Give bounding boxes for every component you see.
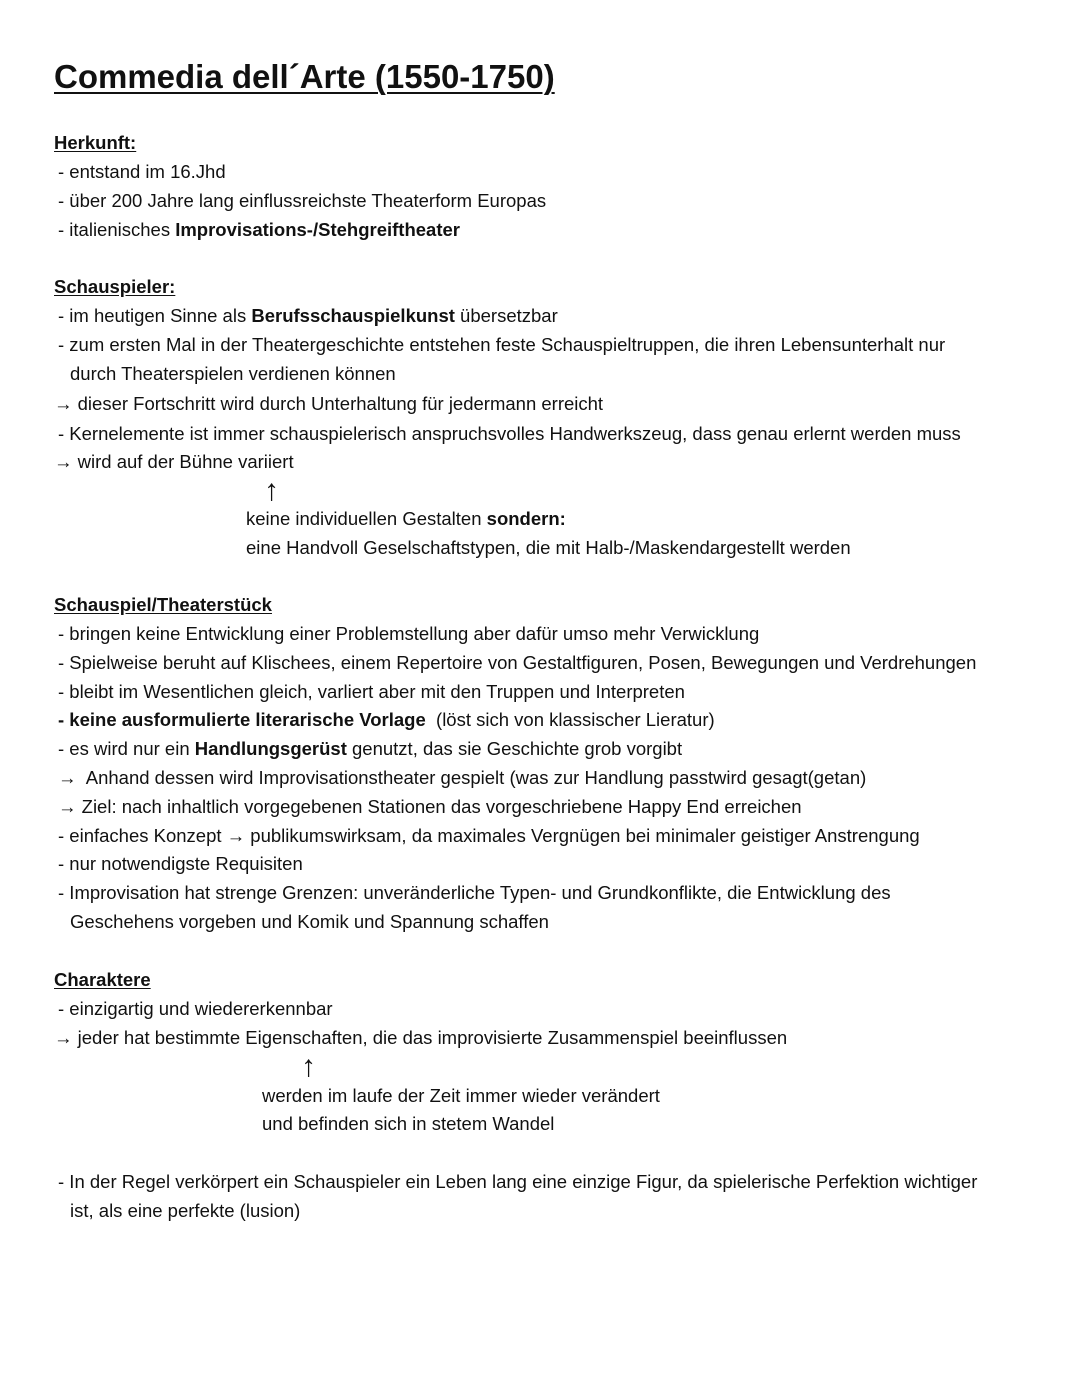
list-item-continuation: Geschehens vorgeben und Komik und Spannung schaffen bbox=[70, 911, 549, 932]
arrow-item: → jeder hat bestimmte Eigenschaften, die das improvisierte Zusammenspiel beeinflussen bbox=[54, 1027, 788, 1048]
bold-text: sondern: bbox=[486, 508, 566, 529]
list-item: - entstand im 16.Jhd bbox=[58, 161, 226, 182]
arrow-item: → Anhand dessen wird Improvisationstheater gespielt (was zur Handlung passtwird gesagt(getan) bbox=[58, 767, 867, 788]
list-item: - bleibt im Wesentlichen gleich, varliert aber mit den Truppen und Interpreten bbox=[58, 681, 685, 702]
list-item: - einfaches Konzept → publikumswirksam, da maximales Vergnügen bei minimaler geistiger Anstrengung bbox=[58, 825, 920, 846]
bold-text: Handlungsgerüst bbox=[194, 738, 347, 759]
list-item bbox=[58, 219, 460, 241]
annotation-note: und befinden sich in stetem Wandel bbox=[262, 1113, 555, 1134]
annotation-note: eine Handvoll Geselschaftstypen, die mit Halb-/Maskendargestellt werden bbox=[246, 537, 851, 558]
bold-text: - keine ausformulierte literarische Vorlage bbox=[58, 709, 426, 730]
bold-text: Improvisations-/Stehgreiftheater bbox=[175, 219, 460, 240]
list-item: - einzigartig und wiedererkennbar bbox=[58, 998, 333, 1019]
page-title: Commedia dell´Arte (1550-1750) bbox=[54, 58, 555, 95]
list-item-continuation: ist, als eine perfekte (lusion) bbox=[70, 1200, 301, 1221]
annotation-note: werden im laufe der Zeit immer wieder verändert bbox=[262, 1085, 660, 1106]
list-item: - Spielweise beruht auf Klischees, einem Repertoire von Gestaltfiguren, Posen, Bewegungen und Verdrehungen bbox=[58, 652, 977, 673]
text: übersetzbar bbox=[454, 305, 558, 326]
text: keine individuellen Gestalten bbox=[246, 508, 487, 529]
section-heading-schauspiel: Schauspiel/Theaterstück bbox=[54, 594, 272, 615]
list-item: - zum ersten Mal in der Theatergeschichte entstehen feste Schauspieltruppen, die ihren Lebensunterhalt nur bbox=[58, 334, 946, 355]
list-item: - Kernelemente ist immer schauspielerisch anspruchsvolles Handwerkszeug, dass genau erlernt werden muss bbox=[58, 423, 961, 444]
text: - es wird nur ein bbox=[58, 738, 195, 759]
list-item: - Improvisation hat strenge Grenzen: unveränderliche Typen- und Grundkonflikte, die Entwicklung des bbox=[58, 882, 891, 903]
text: - im heutigen Sinne als bbox=[58, 305, 252, 326]
list-item bbox=[58, 305, 558, 327]
text: - italienisches bbox=[58, 219, 176, 240]
up-arrow-icon: ↑ bbox=[264, 474, 279, 507]
list-item: - nur notwendigste Requisiten bbox=[58, 853, 303, 874]
list-item: - über 200 Jahre lang einflussreichste Theaterform Europas bbox=[58, 190, 547, 211]
arrow-item: → wird auf der Bühne variiert bbox=[54, 451, 294, 472]
list-item: - In der Regel verkörpert ein Schauspieler ein Leben lang eine einzige Figur, da spielerische Perfektion wichtiger bbox=[58, 1171, 978, 1192]
arrow-item: → dieser Fortschritt wird durch Unterhaltung für jedermann erreicht bbox=[54, 393, 604, 414]
annotation-note bbox=[246, 508, 566, 530]
list-item bbox=[58, 709, 715, 731]
list-item: - bringen keine Entwicklung einer Problemstellung aber dafür umso mehr Verwicklung bbox=[58, 623, 760, 644]
section-heading-charaktere: Charaktere bbox=[54, 969, 151, 990]
bold-text: Berufsschauspielkunst bbox=[251, 305, 455, 326]
arrow-item: → Ziel: nach inhaltlich vorgegebenen Stationen das vorgeschriebene Happy End erreichen bbox=[58, 796, 802, 817]
up-arrow-icon: ↑ bbox=[301, 1050, 316, 1083]
section-heading-herkunft: Herkunft: bbox=[54, 132, 137, 153]
list-item-continuation: durch Theaterspielen verdienen können bbox=[70, 363, 396, 384]
list-item bbox=[58, 738, 682, 760]
text: (löst sich von klassischer Lieratur) bbox=[425, 709, 715, 730]
text: genutzt, das sie Geschichte grob vorgibt bbox=[346, 738, 683, 759]
section-heading-schauspieler: Schauspieler: bbox=[54, 276, 176, 297]
